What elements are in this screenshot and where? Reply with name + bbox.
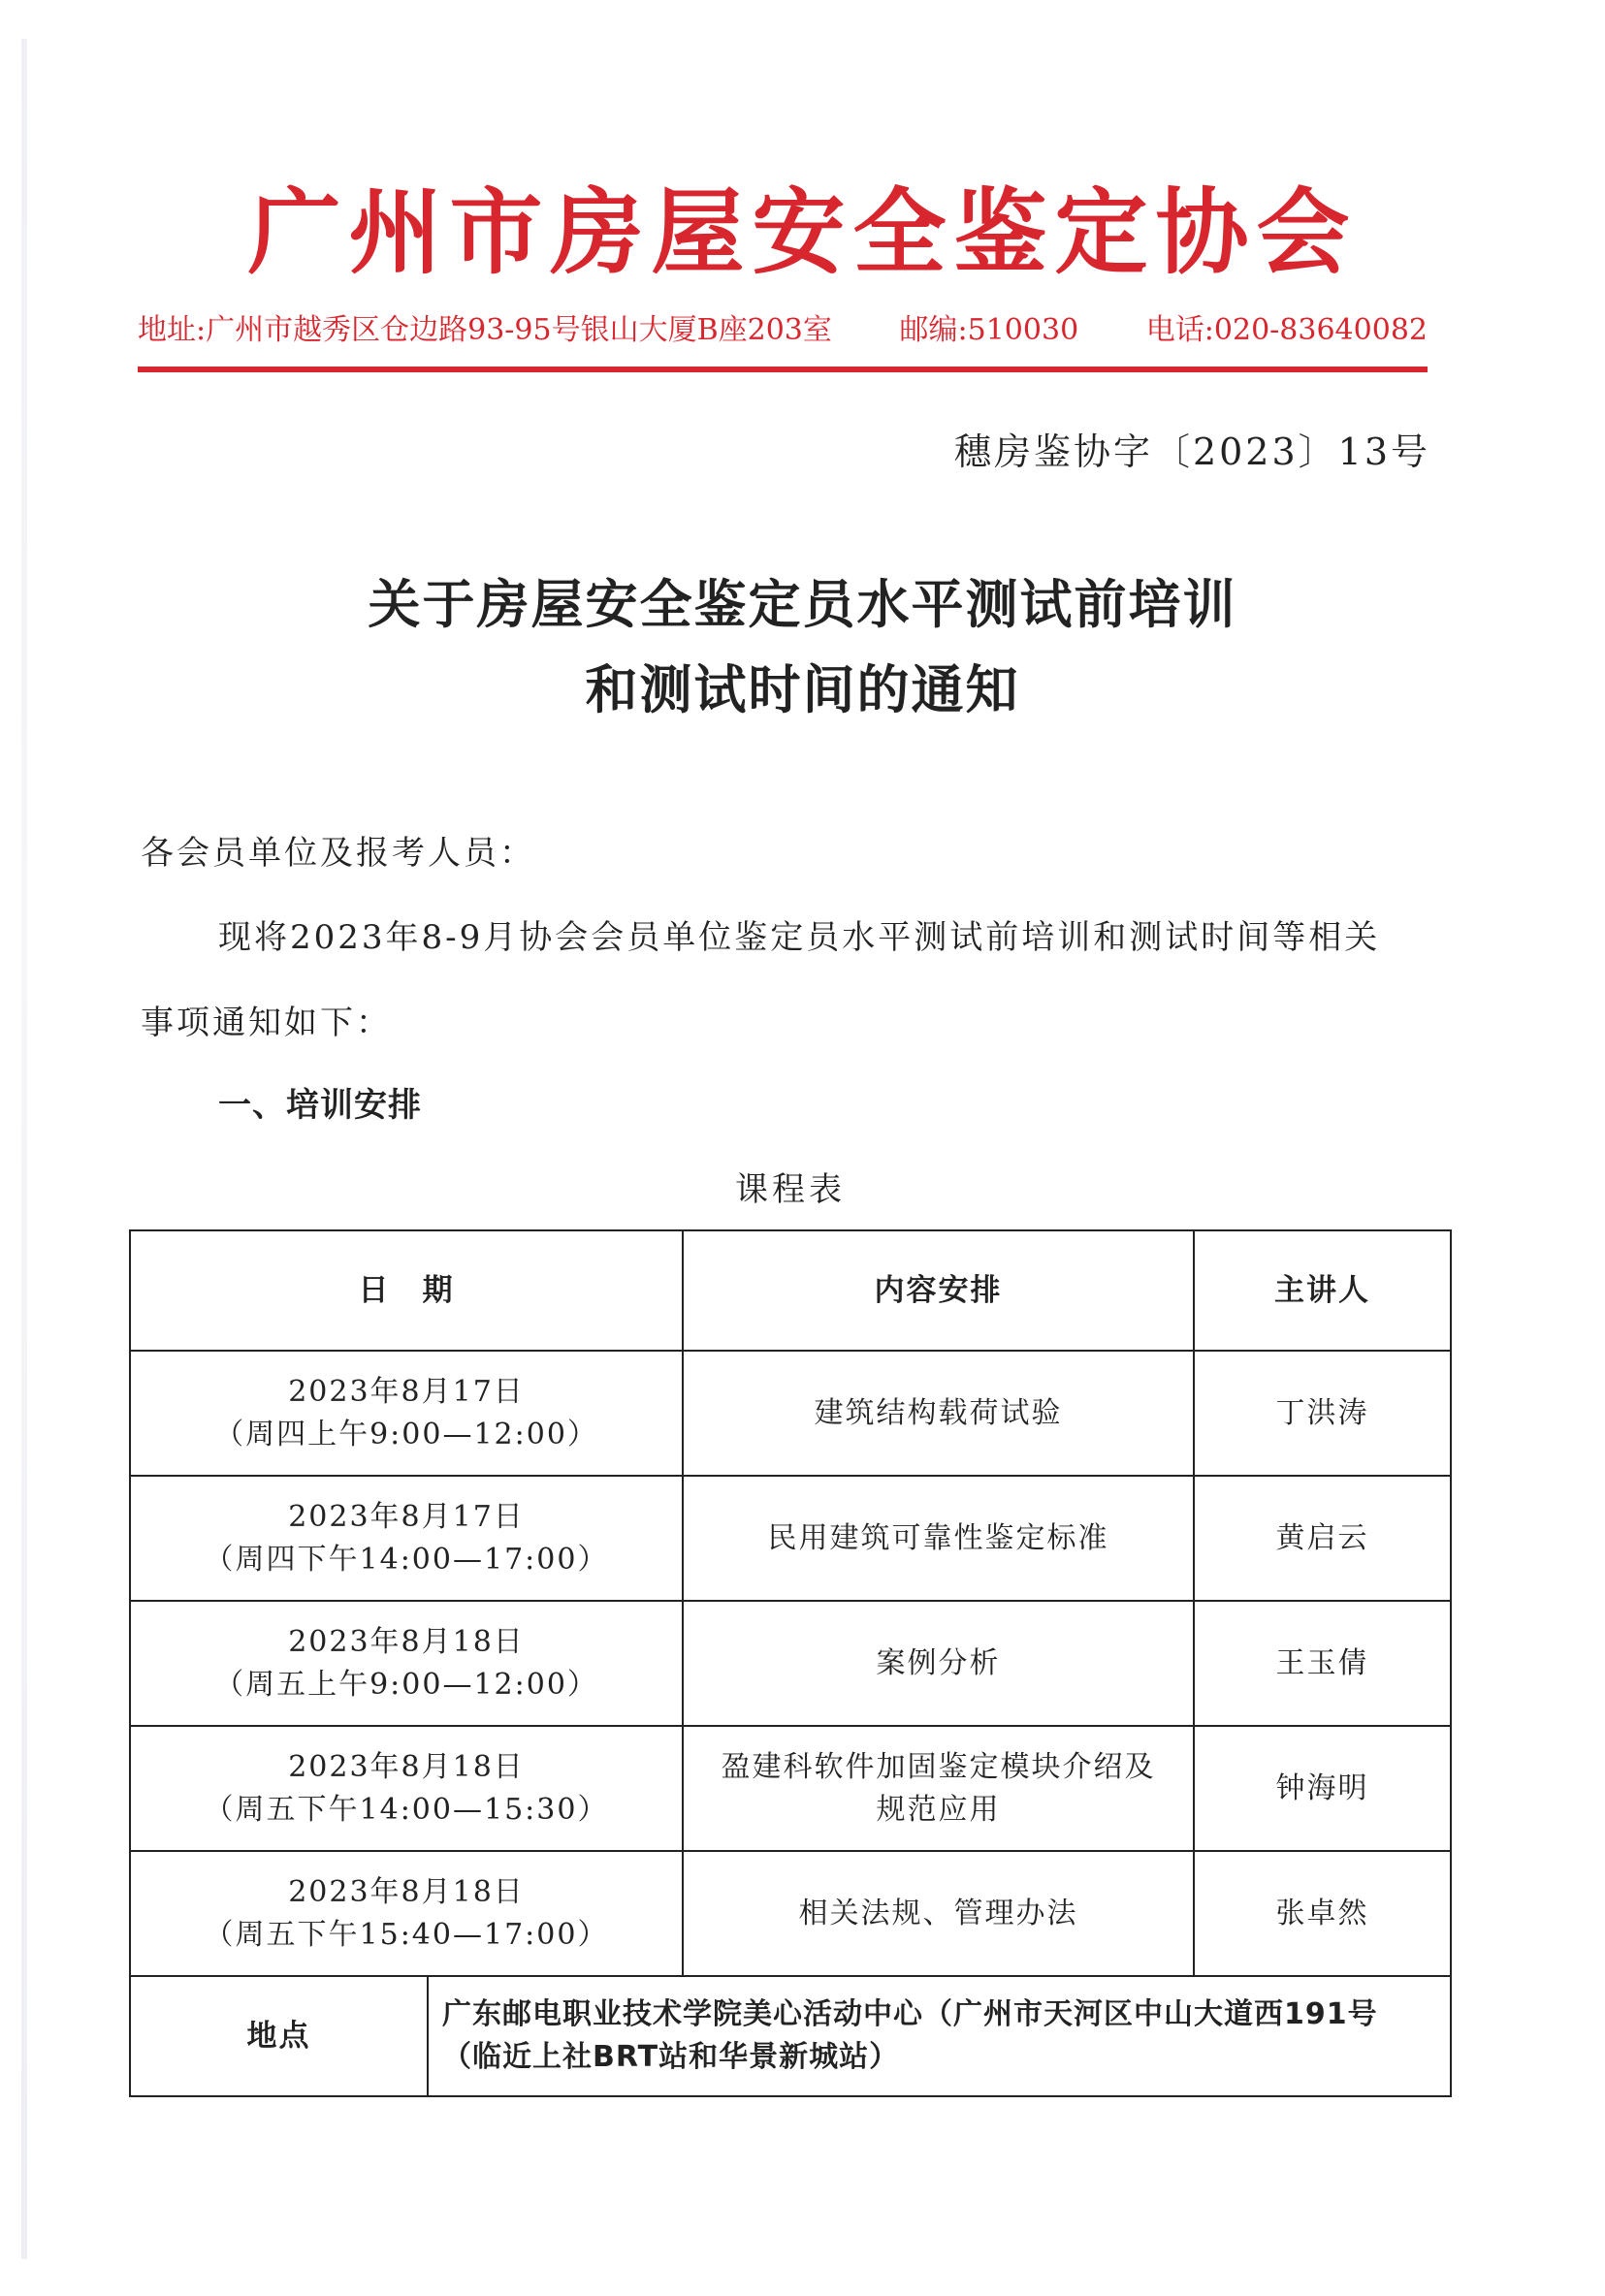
session-time: （周五上午9:00—12:00）: [214, 1667, 598, 1702]
session-date: 2023年8月17日: [288, 1374, 525, 1409]
session-topic: 民用建筑可靠性鉴定标准: [767, 1520, 1109, 1555]
letterhead-contact: [138, 308, 1428, 353]
letterhead-address: 地址:广州市越秀区仓边路93-95号银山大厦B座203室: [138, 313, 832, 347]
table-row: [131, 1725, 1450, 1850]
content-cell: [684, 1852, 1195, 1975]
speaker-cell: 钟海明: [1275, 1770, 1369, 1805]
venue-line-1: 广东邮电职业技术学院美心活动中心（广州市天河区中山大道西191号: [442, 1997, 1378, 2031]
speaker-cell: 张卓然: [1275, 1896, 1369, 1930]
session-date: 2023年8月17日: [288, 1499, 525, 1534]
session-date: 2023年8月18日: [288, 1749, 525, 1784]
table-row: [131, 1350, 1450, 1475]
table-row: [131, 1600, 1450, 1725]
content-cell: [684, 1602, 1195, 1725]
date-cell: [131, 1852, 684, 1975]
session-time: （周四上午9:00—12:00）: [214, 1417, 598, 1451]
table-row: [131, 1475, 1450, 1600]
letterhead-phone: 电话:020-83640082: [1145, 313, 1428, 347]
venue-cell: [429, 1977, 1450, 2095]
session-topic: 相关法规、管理办法: [798, 1896, 1078, 1930]
session-topic: 建筑结构载荷试验: [814, 1395, 1063, 1430]
content-cell: [684, 1477, 1195, 1600]
scan-edge-shadow: [21, 39, 27, 2259]
content-cell: [684, 1727, 1195, 1850]
session-topic: 盈建科软件加固鉴定模块介绍及: [721, 1749, 1156, 1784]
body-line-2: 事项通知如下：: [141, 1004, 392, 1042]
session-time: （周五下午15:40—17:00）: [204, 1917, 609, 1952]
date-cell: [131, 1727, 684, 1850]
session-topic-continued: 规范应用: [876, 1792, 1001, 1827]
document-title: [0, 562, 1605, 733]
table-caption: 课程表: [735, 1170, 846, 1209]
session-time: （周五下午14:00—15:30）: [204, 1792, 609, 1827]
speaker-cell: 丁洪涛: [1275, 1395, 1369, 1430]
header-date: 日 期: [131, 1231, 684, 1350]
table-row: [131, 1850, 1450, 1975]
venue-label: 地点: [131, 1977, 429, 2095]
title-line-2: 和测试时间的通知: [585, 659, 1020, 720]
schedule-table: [129, 1229, 1452, 2097]
letterhead-red-rule: [138, 367, 1428, 372]
date-cell: [131, 1352, 684, 1475]
date-cell: [131, 1602, 684, 1725]
body-line-1: 现将2023年8-9月协会会员单位鉴定员水平测试前培训和测试时间等相关: [218, 918, 1381, 957]
venue-line-2: （临近上社BRT站和华景新城站）: [442, 2040, 900, 2074]
speaker-cell: 王玉倩: [1275, 1645, 1369, 1680]
date-cell: [131, 1477, 684, 1600]
letterhead-org-name: 广州市房屋安全鉴定协会: [247, 177, 1358, 287]
letterhead-postcode: 邮编:510030: [899, 313, 1079, 347]
session-date: 2023年8月18日: [288, 1624, 525, 1659]
session-time: （周四下午14:00—17:00）: [204, 1542, 609, 1577]
speaker-cell: 黄启云: [1275, 1520, 1369, 1555]
session-date: 2023年8月18日: [288, 1874, 525, 1909]
header-speaker: 主讲人: [1274, 1273, 1370, 1308]
title-line-1: 关于房屋安全鉴定员水平测试前培训: [368, 574, 1237, 635]
salutation: 各会员单位及报考人员：: [141, 834, 535, 873]
header-content: 内容安排: [684, 1231, 1195, 1350]
document-number: 穗房鉴协字〔2023〕13号: [953, 430, 1430, 473]
venue-row: [131, 1975, 1450, 2095]
table-header-row: [131, 1231, 1450, 1350]
content-cell: [684, 1352, 1195, 1475]
section-heading-training: 一、培训安排: [218, 1086, 422, 1125]
session-topic: 案例分析: [876, 1645, 1001, 1680]
